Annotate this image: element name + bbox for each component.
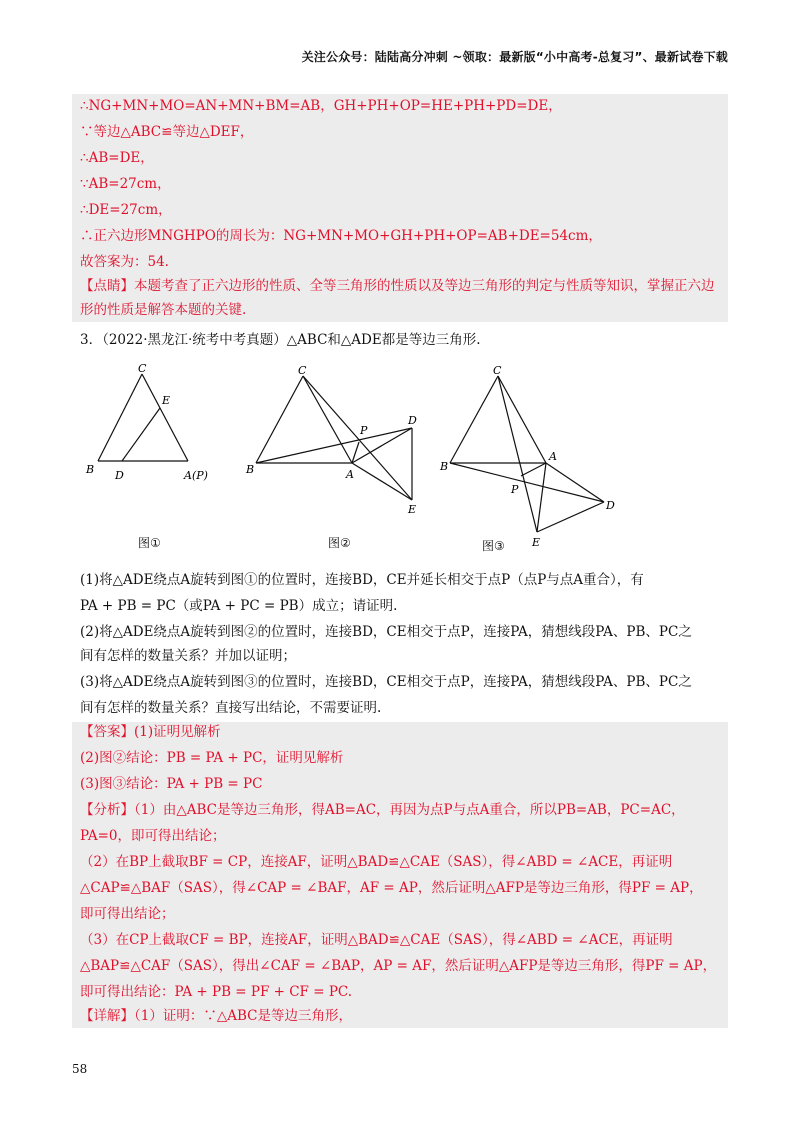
answer-line: 即可得出结论：PA + PB = PF + CF = PC. (80, 984, 353, 1000)
figure-3-caption: 图③ (482, 539, 505, 553)
problem-part-line: (3)将△ADE绕点A旋转到图③的位置时，连接BD，CE相交于点P，连接PA，猜想线段PA、PB、PC之 (80, 674, 692, 690)
figure-2 (238, 360, 428, 520)
fig2-label-C: C (298, 364, 307, 377)
answer-line: (2)图②结论：PB = PA + PC，证明见解析 (80, 750, 344, 766)
fig3-label-C: C (493, 364, 502, 377)
answer-line: 即可得出结论； (80, 906, 175, 922)
fig1-label-E: E (162, 394, 171, 407)
answer-line: （2）在BP上截取BF = CP，连接AF，证明△BAD≌△CAE（SAS），得∠ABD = ∠ACE，再证明 (80, 854, 673, 870)
fig2-label-B: B (246, 463, 255, 476)
prev-solution-line: 故答案为：54. (80, 254, 169, 270)
fig2-label-A: A (346, 468, 354, 481)
fig1-label-B: B (86, 463, 95, 476)
figure-1 (80, 360, 240, 490)
answer-line: 【答案】(1)证明见解析 (80, 724, 221, 740)
prev-solution-line: ∴AB=DE， (80, 150, 154, 166)
prev-solution-line: ∴正六边形MNGHPO的周长为：NG+MN+MO+GH+PH+OP=AB+DE=54cm， (80, 228, 602, 244)
problem-part-line: 间有怎样的数量关系？直接写出结论，不需要证明. (80, 700, 382, 716)
page-header: 关注公众号：陆陆高分冲刺 ~领取：最新版“小中高考-总复习”、最新试卷下载 (301, 50, 728, 64)
problem-part-line: (2)将△ADE绕点A旋转到图②的位置时，连接BD，CE相交于点P，连接PA，猜想线段PA、PB、PC之 (80, 624, 692, 640)
figure-2-caption: 图② (328, 536, 351, 550)
page-number: 58 (72, 1062, 88, 1076)
prev-solution-line: ∵AB=27cm， (80, 176, 171, 192)
answer-line: 【分析】（1）由△ABC是等边三角形，得AB=AC，再因为点P与点A重合，所以PB=AB，PC=AC， (80, 802, 685, 818)
fig3-label-B: B (440, 460, 449, 473)
fig3-label-A: A (549, 450, 557, 463)
prev-solution-line: 【点睛】本题考查了正六边形的性质、全等三角形的性质以及等边三角形的判定与性质等知识，掌握正六边 (80, 278, 715, 294)
answer-line: (3)图③结论：PA + PB = PC (80, 776, 263, 792)
problem-part-line: PA + PB = PC（或PA + PC = PB）成立；请证明. (80, 598, 398, 614)
fig1-label-C: C (138, 362, 147, 375)
fig1-label-D: D (115, 469, 124, 482)
fig2-label-D: D (408, 414, 417, 427)
fig2-label-E: E (408, 503, 417, 516)
answer-line: △CAP≌△BAF（SAS），得∠CAP = ∠BAF，AF = AP，然后证明△AFP是等边三角形，得PF = AP， (80, 880, 703, 896)
problem-stem: 3．（2022·黑龙江·统考中考真题）△ABC和△ADE都是等边三角形. (80, 332, 481, 348)
fig1-label-AP: A(P) (184, 469, 208, 482)
fig3-label-D: D (606, 499, 615, 512)
fig3-label-E: E (532, 536, 541, 549)
answer-line: △BAP≌△CAF（SAS），得出∠CAF = ∠BAP，AP = AF，然后证明△AFP是等边三角形，得PF = AP， (80, 958, 717, 974)
problem-part-line: 间有怎样的数量关系？并加以证明； (80, 648, 296, 664)
figure-3 (438, 360, 628, 550)
prev-solution-line: ∴NG+MN+MO=AN+MN+BM=AB，GH+PH+OP=HE+PH+PD=DE， (80, 98, 562, 114)
problem-part-line: (1)将△ADE绕点A旋转到图①的位置时，连接BD，CE并延长相交于点P（点P与点A重合），有 (80, 572, 644, 588)
prev-solution-line: 形的性质是解答本题的关键. (80, 302, 247, 318)
answer-line: 【详解】（1）证明：∵△ABC是等边三角形， (80, 1008, 352, 1024)
answer-line: PA=0，即可得出结论； (80, 828, 226, 844)
answer-line: （3）在CP上截取CF = BP，连接AF，证明△BAD≌△CAE（SAS），得∠ABD = ∠ACE，再证明 (80, 932, 673, 948)
fig2-label-P: P (360, 424, 368, 437)
prev-solution-line: ∵等边△ABC≌等边△DEF， (80, 124, 254, 140)
fig3-label-P: P (511, 483, 519, 496)
figure-1-caption: 图① (138, 536, 161, 550)
prev-solution-line: ∴DE=27cm， (80, 202, 172, 218)
